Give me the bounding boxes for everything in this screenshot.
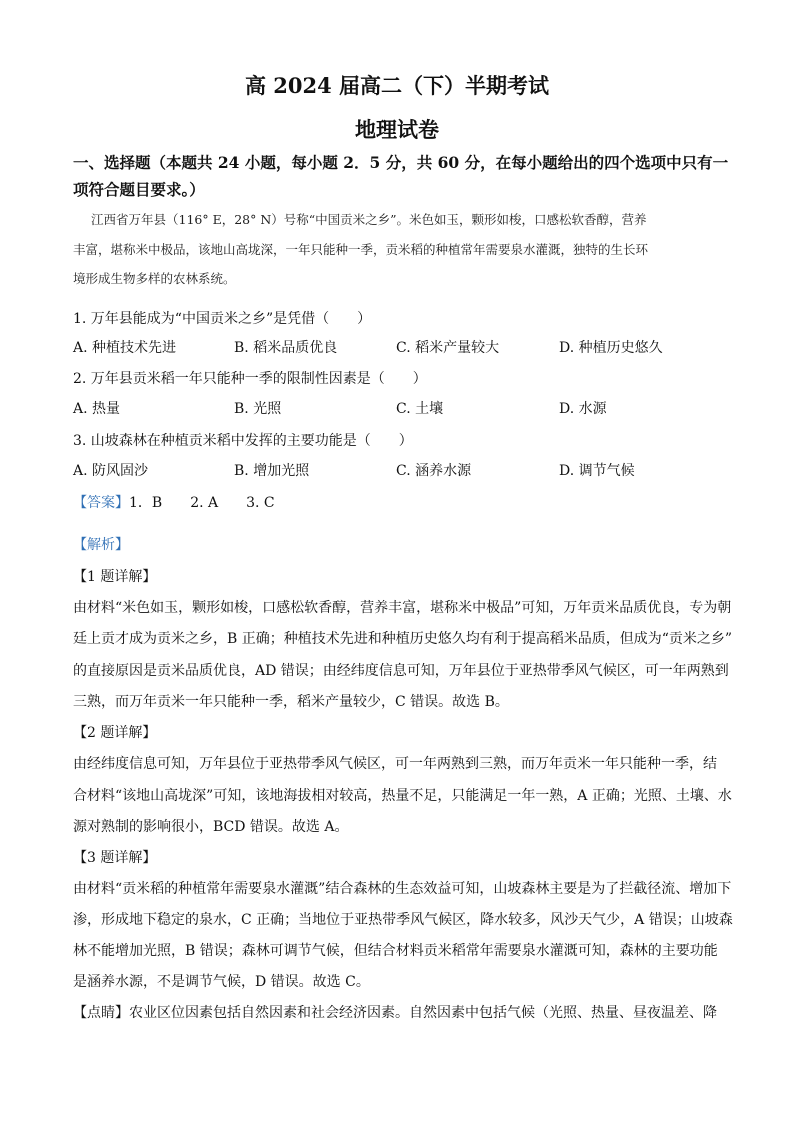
question-3-option-a: A. 防风固沙 — [73, 463, 149, 479]
tip-text: 农业区位因素包括自然因素和社会经济因素。自然因素中包括气候（光照、热量、昼夜温差、降 — [129, 1005, 717, 1021]
exam-title: 高 2024 届高二（下）半期考试 — [244, 73, 550, 98]
question-3-option-d: D. 调节气候 — [559, 463, 635, 479]
detail-2-line-3: 源对熟制的影响很小，BCD 错误。故选 A。 — [73, 819, 349, 835]
question-1-option-b: B. 稻米品质优良 — [234, 340, 338, 356]
detail-3-line-2: 渗，形成地下稳定的泉水，C 正确；当地位于亚热带季风气候区，降水较多，风沙天气少，A 错误；山坡森 — [73, 912, 733, 928]
detail-1-tag: 【1 题详解】 — [73, 569, 157, 585]
question-2-option-b: B. 光照 — [234, 401, 282, 417]
answer-tag: 【答案】 — [73, 495, 129, 511]
detail-3-line-3: 林不能增加光照，B 错误；森林可调节气候，但结合材料贡米稻常年需要泉水灌溉可知，森林的主要功能 — [73, 943, 718, 959]
question-2-option-d: D. 水源 — [559, 401, 607, 417]
question-2-option-a: A. 热量 — [73, 401, 121, 417]
tip-tag: 【点睛】 — [73, 1005, 129, 1021]
question-1-stem: 1. 万年县能成为“中国贡米之乡”是凭借（ ） — [73, 311, 372, 327]
analysis-tag: 【解析】 — [73, 537, 129, 553]
answer-text: 1．B 2. A 3. C — [129, 495, 275, 511]
material-line-3: 境形成生物多样的农林系统。 — [73, 271, 236, 286]
question-2-option-c: C. 土壤 — [396, 401, 444, 417]
question-1-option-c: C. 稻米产量较大 — [396, 340, 500, 356]
detail-3-tag: 【3 题详解】 — [73, 850, 157, 866]
detail-1-line-1: 由材料“米色如玉，颗形如梭，口感松软香醇，营养丰富，堪称米中极品”可知，万年贡米品质优良，专为朝 — [73, 600, 732, 616]
exam-subtitle: 地理试卷 — [355, 117, 439, 142]
detail-3-line-1: 由材料“贡米稻的种植常年需要泉水灌溉”结合森林的生态效益可知，山坡森林主要是为了拦截径流、增加下 — [73, 881, 732, 897]
tip-line — [73, 1003, 723, 1023]
material-line-1: 江西省万年县（116° E，28° N）号称“中国贡米之乡”。米色如玉，颗形如梭，口感松软香醇，营养 — [91, 212, 647, 227]
section-heading-line-2: 项符合题目要求。） — [73, 180, 205, 199]
detail-2-tag: 【2 题详解】 — [73, 725, 157, 741]
question-2-stem: 2. 万年县贡米稻一年只能种一季的限制性因素是（ ） — [73, 371, 427, 387]
question-1-option-a: A. 种植技术先进 — [73, 340, 177, 356]
question-1-option-d: D. 种植历史悠久 — [559, 340, 663, 356]
detail-2-line-1: 由经纬度信息可知，万年县位于亚热带季风气候区，可一年两熟到三熟，而万年贡米一年只能种一季，结 — [73, 756, 717, 772]
detail-1-line-4: 三熟，而万年贡米一年只能种一季，稻米产量较少，C 错误。故选 B。 — [73, 694, 509, 710]
detail-1-line-3: 的直接原因是贡米品质优良，AD 错误；由经纬度信息可知，万年县位于亚热带季风气候区，可一年两熟到 — [73, 663, 729, 679]
detail-1-line-2: 廷上贡才成为贡米之乡，B 正确；种植技术先进和种植历史悠久均有利于提高稻米品质，但成为“贡米之乡” — [73, 631, 733, 647]
answer-line — [73, 493, 723, 513]
detail-3-line-4: 是涵养水源，不是调节气候，D 错误。故选 C。 — [73, 974, 370, 990]
material-line-2: 丰富，堪称米中极品，该地山高垅深，一年只能种一季，贡米稻的种植常年需要泉水灌溉，独特的生长环 — [73, 242, 649, 257]
question-3-stem: 3. 山坡森林在种植贡米稻中发挥的主要功能是（ ） — [73, 433, 413, 449]
question-3-option-c: C. 涵养水源 — [396, 463, 472, 479]
question-3-option-b: B. 增加光照 — [234, 463, 310, 479]
section-heading-line-1: 一、选择题（本题共 24 小题，每小题 2．5 分，共 60 分，在每小题给出的四个选项中只有一 — [73, 153, 729, 172]
detail-2-line-2: 合材料“该地山高垅深”可知，该地海拔相对较高，热量不足，只能满足一年一熟，A 正确；光照、土壤、水 — [73, 788, 732, 804]
